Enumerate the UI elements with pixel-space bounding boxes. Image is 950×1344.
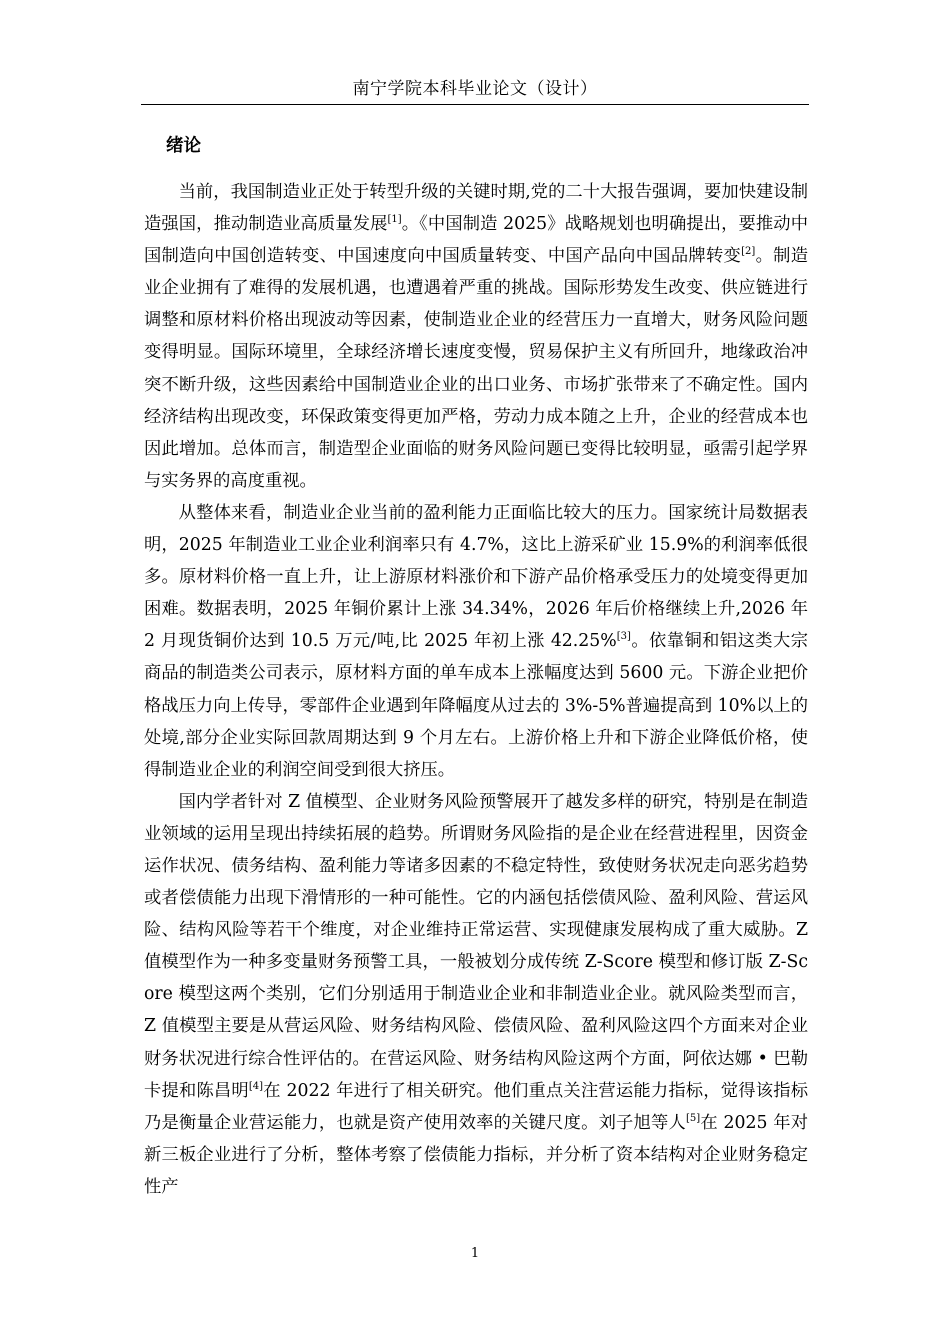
citation-ref: [5] (686, 1112, 701, 1124)
paragraph (144, 786, 808, 1203)
body-text (144, 176, 808, 1203)
paragraph-text: 国内学者针对 Z 值模型、企业财务风险预警展开了越发多样的研究，特别是在制造业领域的运用呈现出持续拓展的趋势。所谓财务风险指的是企业在经营进程里，因资金运作状况、债务结构、盈利能力等诸多因素的不稳定特性，致使财务状况走向恶劣趋势或者偿债能力出现下滑情形的一种可能性。它的内涵包括偿债风险、盈利风险、营运风险、结构风险等若干个维度，对企业维持正常运营、实现健康发展构成了重大威胁。Z 值模型作为一种多变量财务预警工具，一般被划分成传统 Z-Score 模型和修订版 Z-Score 模型这两个类别，它们分别适用于制造业企业和非制造业企业。就风险类型而言，Z 值模型主要是从营运风险、财务结构风险、偿债风险、盈利风险这四个方面来对企业财务状况进行综合性评估的。在营运风险、财务结构风险这两个方面，阿依达娜 • 巴勒卡提和陈昌明 (144, 791, 808, 1101)
paragraph (144, 497, 808, 786)
paragraph-text: 在 2025 年对新三板企业进行了分析，整体考察了偿债能力指标，并分析了资本结构对企业财务稳定性产 (144, 1112, 808, 1197)
page-header (141, 77, 809, 105)
paragraph-text: 从整体来看，制造业企业当前的盈利能力正面临比较大的压力。国家统计局数据表明，2025 年制造业工业企业利润率只有 4.7%，这比上游采矿业 15.9%的利润率低很多。原材料价格一直上升，让上游原材料涨价和下游产品价格承受压力的处境变得更加困难。数据表明，2025 年铜价累计上涨 34.34%，2026 年后价格继续上升,2026 年 2 月现货铜价达到 10.5 万元/吨,比 2025 年初上涨 42.25% (144, 502, 808, 652)
paragraph-text: 。依靠铜和铝这类大宗商品的制造类公司表示，原材料方面的单车成本上涨幅度达到 5600 元。下游企业把价格战压力向上传导，零部件企业遇到年降幅度从过去的 3%-5%普遍提高到 10%以上的处境,部分企业实际回款周期达到 9 个月左右。上游价格上升和下游企业降低价格，使得制造业企业的利润空间受到很大挤压。 (144, 631, 808, 780)
paragraph-text: 。《中国制造 2025》战略规划也明确提出，要推动中国制造向中国创造转变、中国速度向中国质量转变、中国产品向中国品牌转变 (144, 214, 808, 267)
paragraph-text: 。制造业企业拥有了难得的发展机遇，也遭遇着严重的挑战。国际形势发生改变、供应链进行调整和原材料价格出现波动等因素，使制造业企业的经营压力一直增大，财务风险问题变得明显。国际环境里，全球经济增长速度变慢，贸易保护主义有所回升，地缘政治冲突不断升级，这些因素给中国制造业企业的出口业务、市场扩张带来了不确定性。国内经济结构出现改变，环保政策变得更加严格，劳动力成本随之上升，企业的经营成本也因此增加。总体而言，制造型企业面临的财务风险问题已变得比较明显，亟需引起学界与实务界的高度重视。 (144, 246, 808, 491)
citation-ref: [2] (741, 246, 756, 258)
section-heading: 绪论 (166, 136, 201, 156)
paragraph (144, 176, 808, 497)
citation-ref: [1] (387, 214, 402, 226)
paragraph-text: 当前，我国制造业正处于转型升级的关键时期,党的二十大报告强调，要加快建设制造强国，推动制造业高质量发展 (144, 182, 808, 235)
paragraph-text: 在 2022 年进行了相关研究。他们重点关注营运能力指标，觉得该指标乃是衡量企业营运能力，也就是资产使用效率的关键尺度。刘子旭等人 (144, 1080, 808, 1133)
page-number: 1 (470, 1246, 480, 1261)
citation-ref: [3] (616, 631, 631, 643)
citation-ref: [4] (248, 1080, 264, 1092)
header-title: 南宁学院本科毕业论文（设计） (352, 79, 598, 99)
